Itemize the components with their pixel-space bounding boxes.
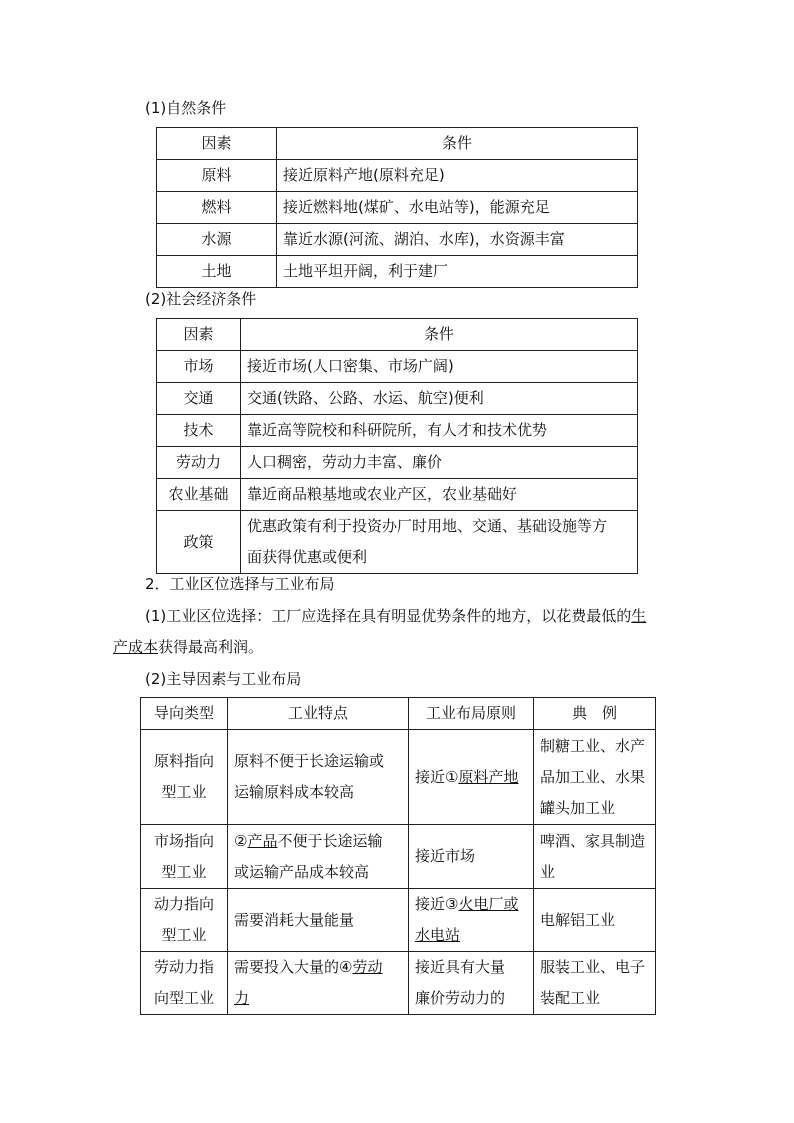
table-header-row xyxy=(157,128,638,160)
table-header-principle: 工业布局原则 xyxy=(409,698,534,730)
table-cell-feature xyxy=(228,952,409,1015)
table-row xyxy=(157,256,638,288)
table-cell: 原料 xyxy=(157,160,277,192)
table-cell: 交通 xyxy=(157,383,241,415)
table-header-condition: 条件 xyxy=(277,128,638,160)
table-row xyxy=(141,889,656,952)
section2-title: (2)社会经济条件 xyxy=(145,290,257,308)
table-header-factor: 因素 xyxy=(157,128,277,160)
table-cell-type: 动力指向 型工业 xyxy=(141,889,228,952)
cell-text: 需要投入大量的④ xyxy=(234,958,353,976)
table-row xyxy=(157,160,638,192)
table-cell: 人口稠密，劳动力丰富、廉价 xyxy=(241,447,638,479)
table-header-type: 导向类型 xyxy=(141,698,228,730)
table-row xyxy=(157,479,638,511)
table-cell-type: 市场指向 型工业 xyxy=(141,825,228,889)
table-cell: 技术 xyxy=(157,415,241,447)
natural-conditions-table xyxy=(156,127,638,288)
table-cell: 靠近水源(河流、湖泊、水库)，水资源丰富 xyxy=(277,224,638,256)
table-row xyxy=(157,511,638,574)
underlined-answer: 生 xyxy=(631,607,647,625)
table-cell: 水源 xyxy=(157,224,277,256)
table-row xyxy=(141,825,656,889)
table-cell: 劳动力 xyxy=(157,447,241,479)
table-header-example: 典 例 xyxy=(534,698,656,730)
cell-text: 接近① xyxy=(415,767,459,786)
paragraph-line-1 xyxy=(145,606,646,626)
cell-text: 不便于长途运输 或运输产品成本较高 xyxy=(234,831,383,881)
underlined-answer: 火电厂或 水电站 xyxy=(415,895,519,944)
table-cell: 农业基础 xyxy=(157,479,241,511)
table-cell-feature xyxy=(228,825,409,889)
table-cell-principle xyxy=(409,889,534,952)
table-cell-example: 服装工业、电子 装配工业 xyxy=(534,952,656,1015)
table-cell: 靠近商品粮基地或农业产区，农业基础好 xyxy=(241,479,638,511)
table-cell-feature: 原料不便于长途运输或 运输原料成本较高 xyxy=(228,730,409,825)
section1-title: (1)自然条件 xyxy=(145,99,227,117)
table-row xyxy=(157,192,638,224)
section3-title: (2)主导因素与工业布局 xyxy=(145,670,302,688)
table-cell-principle xyxy=(409,730,534,825)
underlined-answer: 劳动 力 xyxy=(234,958,383,1007)
table-row xyxy=(141,952,656,1015)
table-cell-type: 原料指向 型工业 xyxy=(141,730,228,825)
table-row xyxy=(157,415,638,447)
table-cell-example: 制糖工业、水产 品加工业、水果 罐头加工业 xyxy=(534,730,656,825)
table-cell: 政策 xyxy=(157,511,241,574)
underlined-answer: 原料产地 xyxy=(458,767,519,786)
table-cell: 接近原料产地(原料充足) xyxy=(277,160,638,192)
table-cell-feature: 需要消耗大量能量 xyxy=(228,889,409,952)
table-cell-example: 电解铝工业 xyxy=(534,889,656,952)
cell-text: 接近③ xyxy=(415,895,459,913)
table-cell: 接近燃料地(煤矿、水电站等)，能源充足 xyxy=(277,192,638,224)
table-header-factor: 因素 xyxy=(157,319,241,351)
table-cell-type: 劳动力指 向型工业 xyxy=(141,952,228,1015)
table-header-row xyxy=(157,319,638,351)
table-cell: 市场 xyxy=(157,351,241,383)
paragraph-line-2 xyxy=(113,637,263,657)
table-cell: 燃料 xyxy=(157,192,277,224)
cell-text: ② xyxy=(234,831,248,850)
table-cell-example: 啤酒、家具制造 业 xyxy=(534,825,656,889)
section-heading: 2．工业区位选择与工业布局 xyxy=(145,575,335,593)
table-cell: 交通(铁路、公路、水运、航空)便利 xyxy=(241,383,638,415)
industry-orientation-table xyxy=(140,697,656,1015)
underlined-answer: 产品 xyxy=(247,831,278,850)
table-row xyxy=(141,730,656,825)
table-cell: 优惠政策有利于投资办厂时用地、交通、基础设施等方 面获得优惠或便利 xyxy=(241,511,638,574)
table-row xyxy=(157,447,638,479)
underlined-answer: 产成本 xyxy=(113,638,159,656)
table-cell: 土地 xyxy=(157,256,277,288)
paragraph-text: (1)工业区位选择：工厂应选择在具有明显优势条件的地方，以花费最低的 xyxy=(145,607,632,625)
table-cell: 接近市场(人口密集、市场广阔) xyxy=(241,351,638,383)
socioeconomic-conditions-table xyxy=(156,318,638,574)
table-row xyxy=(157,383,638,415)
table-cell: 靠近高等院校和科研院所，有人才和技术优势 xyxy=(241,415,638,447)
table-row xyxy=(157,224,638,256)
table-header-condition: 条件 xyxy=(241,319,638,351)
table-row xyxy=(157,351,638,383)
table-cell: 土地平坦开阔，利于建厂 xyxy=(277,256,638,288)
table-header-row xyxy=(141,698,656,730)
table-header-feature: 工业特点 xyxy=(228,698,409,730)
table-cell-principle: 接近市场 xyxy=(409,825,534,889)
paragraph-text: 获得最高利润。 xyxy=(158,638,264,656)
table-cell-principle: 接近具有大量 廉价劳动力的 xyxy=(409,952,534,1015)
